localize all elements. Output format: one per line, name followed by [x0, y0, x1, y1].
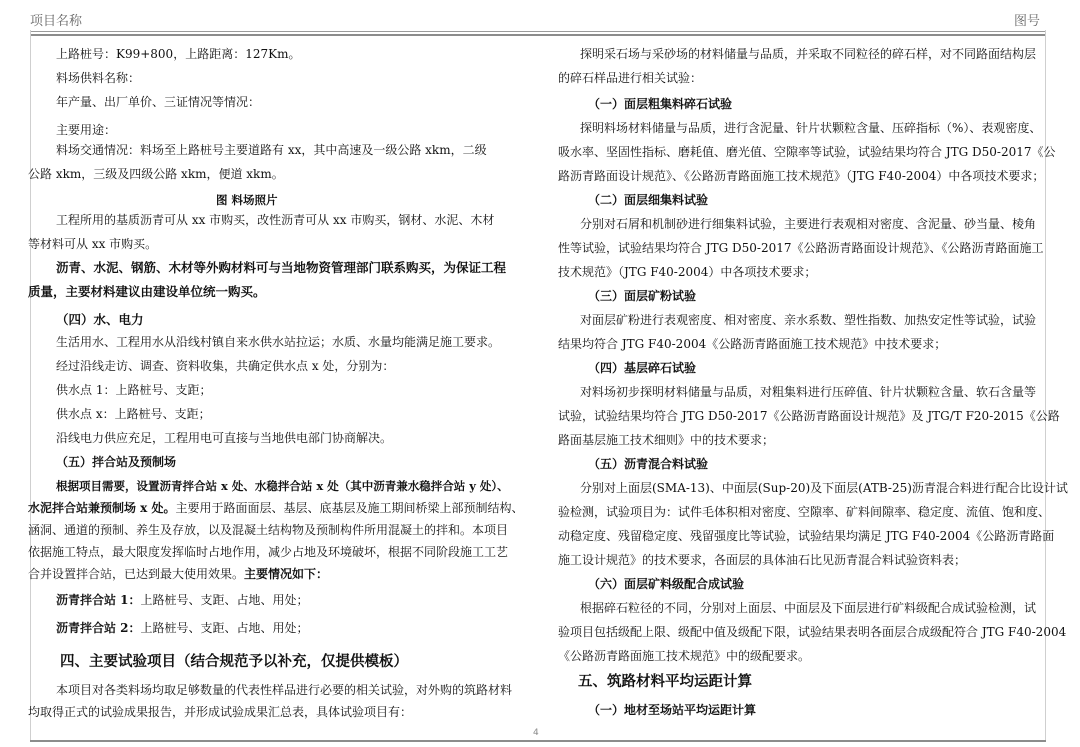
- text-line: 依据施工特点，最大限度发挥临时占地作用，减少占地及环境破坏，根据不同阶段施工工艺: [28, 545, 509, 559]
- text-line: 等材料可从 xx 市购买。: [28, 237, 158, 251]
- subheading: （五）拌合站及预制场: [56, 455, 177, 469]
- text-line: 探明采石场与采砂场的材料储量与品质，并采取不同粒径的碎石样，对不同路面结构层: [580, 47, 1037, 61]
- text-line: 结果均符合 JTG F40-2004《公路沥青路面施工技术规范》中技术要求；: [558, 337, 947, 351]
- text-line: 年产量、出厂单价、三证情况等情况：: [56, 95, 261, 109]
- text-line: [56, 620, 309, 636]
- text-line: 料场供料名称：: [56, 71, 141, 85]
- bold-line: 质量，主要材料建议由建设单位统一购买。: [28, 284, 266, 299]
- text-span: 合并设置拌合站，已达到最大使用效果。: [28, 567, 245, 581]
- text-line: 公路 xkm，三级及四级公路 xkm，便道 xkm。: [28, 167, 284, 181]
- page-edge-left: [30, 30, 31, 742]
- subheading: （五）沥青混合料试验: [588, 457, 709, 471]
- subheading: （四）基层碎石试验: [588, 361, 697, 375]
- text-line: 生活用水、工程用水从沿线村镇自来水供水站拉运；水质、水量均能满足施工要求。: [56, 335, 501, 349]
- text-line: 主要用途：: [56, 123, 117, 137]
- subheading: （四）水、电力: [56, 312, 144, 327]
- text-span: 上路桩号、支距、占地、用处；: [140, 593, 309, 607]
- text-line: 对料场初步探明材料储量与品质，对粗集料进行压碎值、针片状颗粒含量、软石含量等: [580, 385, 1037, 399]
- text-line: [28, 500, 524, 516]
- text-line: 本项目对各类料场均取足够数量的代表性样品进行必要的相关试验，对外购的筑路材料: [56, 683, 513, 697]
- subheading: （三）面层矿粉试验: [588, 289, 697, 303]
- text-line: [28, 566, 328, 582]
- section-heading: 四、主要试验项目（结合规范予以补充，仅提供模板）: [60, 653, 408, 670]
- text-line: 性等试验，试验结果均符合 JTG D50-2017《公路沥青路面设计规范》、《公路沥青路面施工: [558, 241, 1044, 255]
- text-line: 料场交通情况：料场至上路桩号主要道路有 xx，其中高速及一级公路 xkm，二级: [56, 143, 487, 157]
- figure-number: 图号: [1013, 14, 1040, 29]
- page-number: 4: [533, 728, 539, 738]
- text-line: 验检测，试验项目为：试件毛体积相对密度、空隙率、矿料间隙率、稳定度、流值、饱和度、: [558, 505, 1051, 519]
- text-line: 经过沿线走访、调查、资料收集，共确定供水点 x 处，分别为：: [56, 359, 395, 373]
- text-line: 动稳定度、残留稳定度、残留强度比等试验，试验结果均满足 JTG F40-2004《公路沥青路面: [558, 529, 1055, 543]
- subheading: （二）面层细集料试验: [588, 193, 709, 207]
- project-name: 项目名称: [30, 14, 83, 29]
- text-line: 工程所用的基质沥青可从 xx 市购买，改性沥青可从 xx 市购买，钢材、水泥、木材: [56, 213, 495, 227]
- text-line: 的碎石样品进行相关试验：: [558, 71, 703, 85]
- bold-text: 水泥拌合站兼预制场 x 处。: [28, 501, 176, 515]
- text-line: 沿线电力供应充足，工程用电可直接与当地供电部门协商解决。: [56, 431, 393, 445]
- text-line: 对面层矿粉进行表观密度、相对密度、亲水系数、塑性指数、加热安定性等试验，试验: [580, 313, 1037, 327]
- text-line: 施工设计规范》的技术要求，各面层的具体油石比见沥青混合料试验资料表；: [558, 553, 967, 567]
- text-line: 上路桩号：K99+800，上路距离：127Km。: [56, 47, 301, 61]
- text-line: 路面基层施工技术细则》中的技术要求；: [558, 433, 775, 447]
- text-line: 均取得正式的试验成果报告，并形成试验成果汇总表，具体试验项目有：: [28, 705, 413, 719]
- footer-rule: [30, 740, 1046, 742]
- text-line: 《公路沥青路面施工技术规范》中的级配要求。: [558, 649, 811, 663]
- text-line: 试验，试验结果均符合 JTG D50-2017《公路沥青路面设计规范》及 JTG/T F20-2015《公路: [558, 409, 1060, 423]
- text-line: 探明料场材料储量与品质，进行含泥量、针片状颗粒含量、压碎指标（%）、表观密度、: [580, 121, 1042, 135]
- bold-line: 沥青、水泥、钢筋、木材等外购材料可与当地物资管理部门联系购买，为保证工程: [56, 260, 507, 275]
- subheading: （六）面层矿料级配合成试验: [588, 577, 745, 591]
- text-line: 供水点 x：上路桩号、支距；: [56, 407, 211, 421]
- text-line: 验项目包括级配上限、级配中值及级配下限，试验结果表明各面层合成级配符合 JTG F40-2004: [558, 625, 1067, 639]
- bold-line: 根据项目需要，设置沥青拌合站 x 处、水稳拌合站 x 处（其中沥青兼水稳拌合站 y 处）、: [56, 479, 509, 493]
- bold-text: 沥青拌合站 2：: [56, 621, 141, 635]
- subheading: （一）面层粗集料碎石试验: [588, 97, 733, 111]
- header-rule-thick: [30, 34, 1046, 36]
- text-line: [56, 592, 309, 608]
- text-line: 根据碎石粒径的不同，分别对上面层、中面层及下面层进行矿料级配合成试验检测，试: [580, 601, 1037, 615]
- bold-text: 主要情况如下：: [244, 567, 329, 581]
- text-span: 上路桩号、支距、占地、用处；: [140, 621, 309, 635]
- text-line: 涵洞、通道的预制、养生及存放，以及混凝土结构物及预制构件所用混凝土的拌和。本项目: [28, 523, 509, 537]
- header-rule: [30, 31, 1046, 32]
- text-line: 分别对上面层(SMA-13)、中面层(Sup-20)及下面层(ATB-25)沥青混合料进行配合比设计试: [580, 481, 1068, 495]
- text-line: 分别对石屑和机制砂进行细集料试验，主要进行表观相对密度、含泥量、砂当量、棱角: [580, 217, 1037, 231]
- text-line: 路沥青路面设计规范》、《公路沥青路面施工技术规范》（JTG F40-2004）中各项技术要求；: [558, 169, 1045, 183]
- section-heading: 五、筑路材料平均运距计算: [578, 673, 752, 690]
- subheading: （一）地材至场站平均运距计算: [588, 703, 757, 717]
- text-line: 吸水率、坚固性指标、磨耗值、磨光值、空隙率等试验，试验结果均符合 JTG D50-2017《公: [558, 145, 1056, 159]
- text-line: 技术规范》（JTG F40-2004）中各项技术要求；: [558, 265, 817, 279]
- bold-text: 沥青拌合站 1：: [56, 593, 141, 607]
- figure-caption: 图 料场照片: [216, 193, 278, 207]
- text-span: 主要用于路面面层、基层、底基层及施工期间桥梁上部预制结构、: [175, 501, 524, 515]
- text-line: 供水点 1：上路桩号、支距；: [56, 383, 212, 397]
